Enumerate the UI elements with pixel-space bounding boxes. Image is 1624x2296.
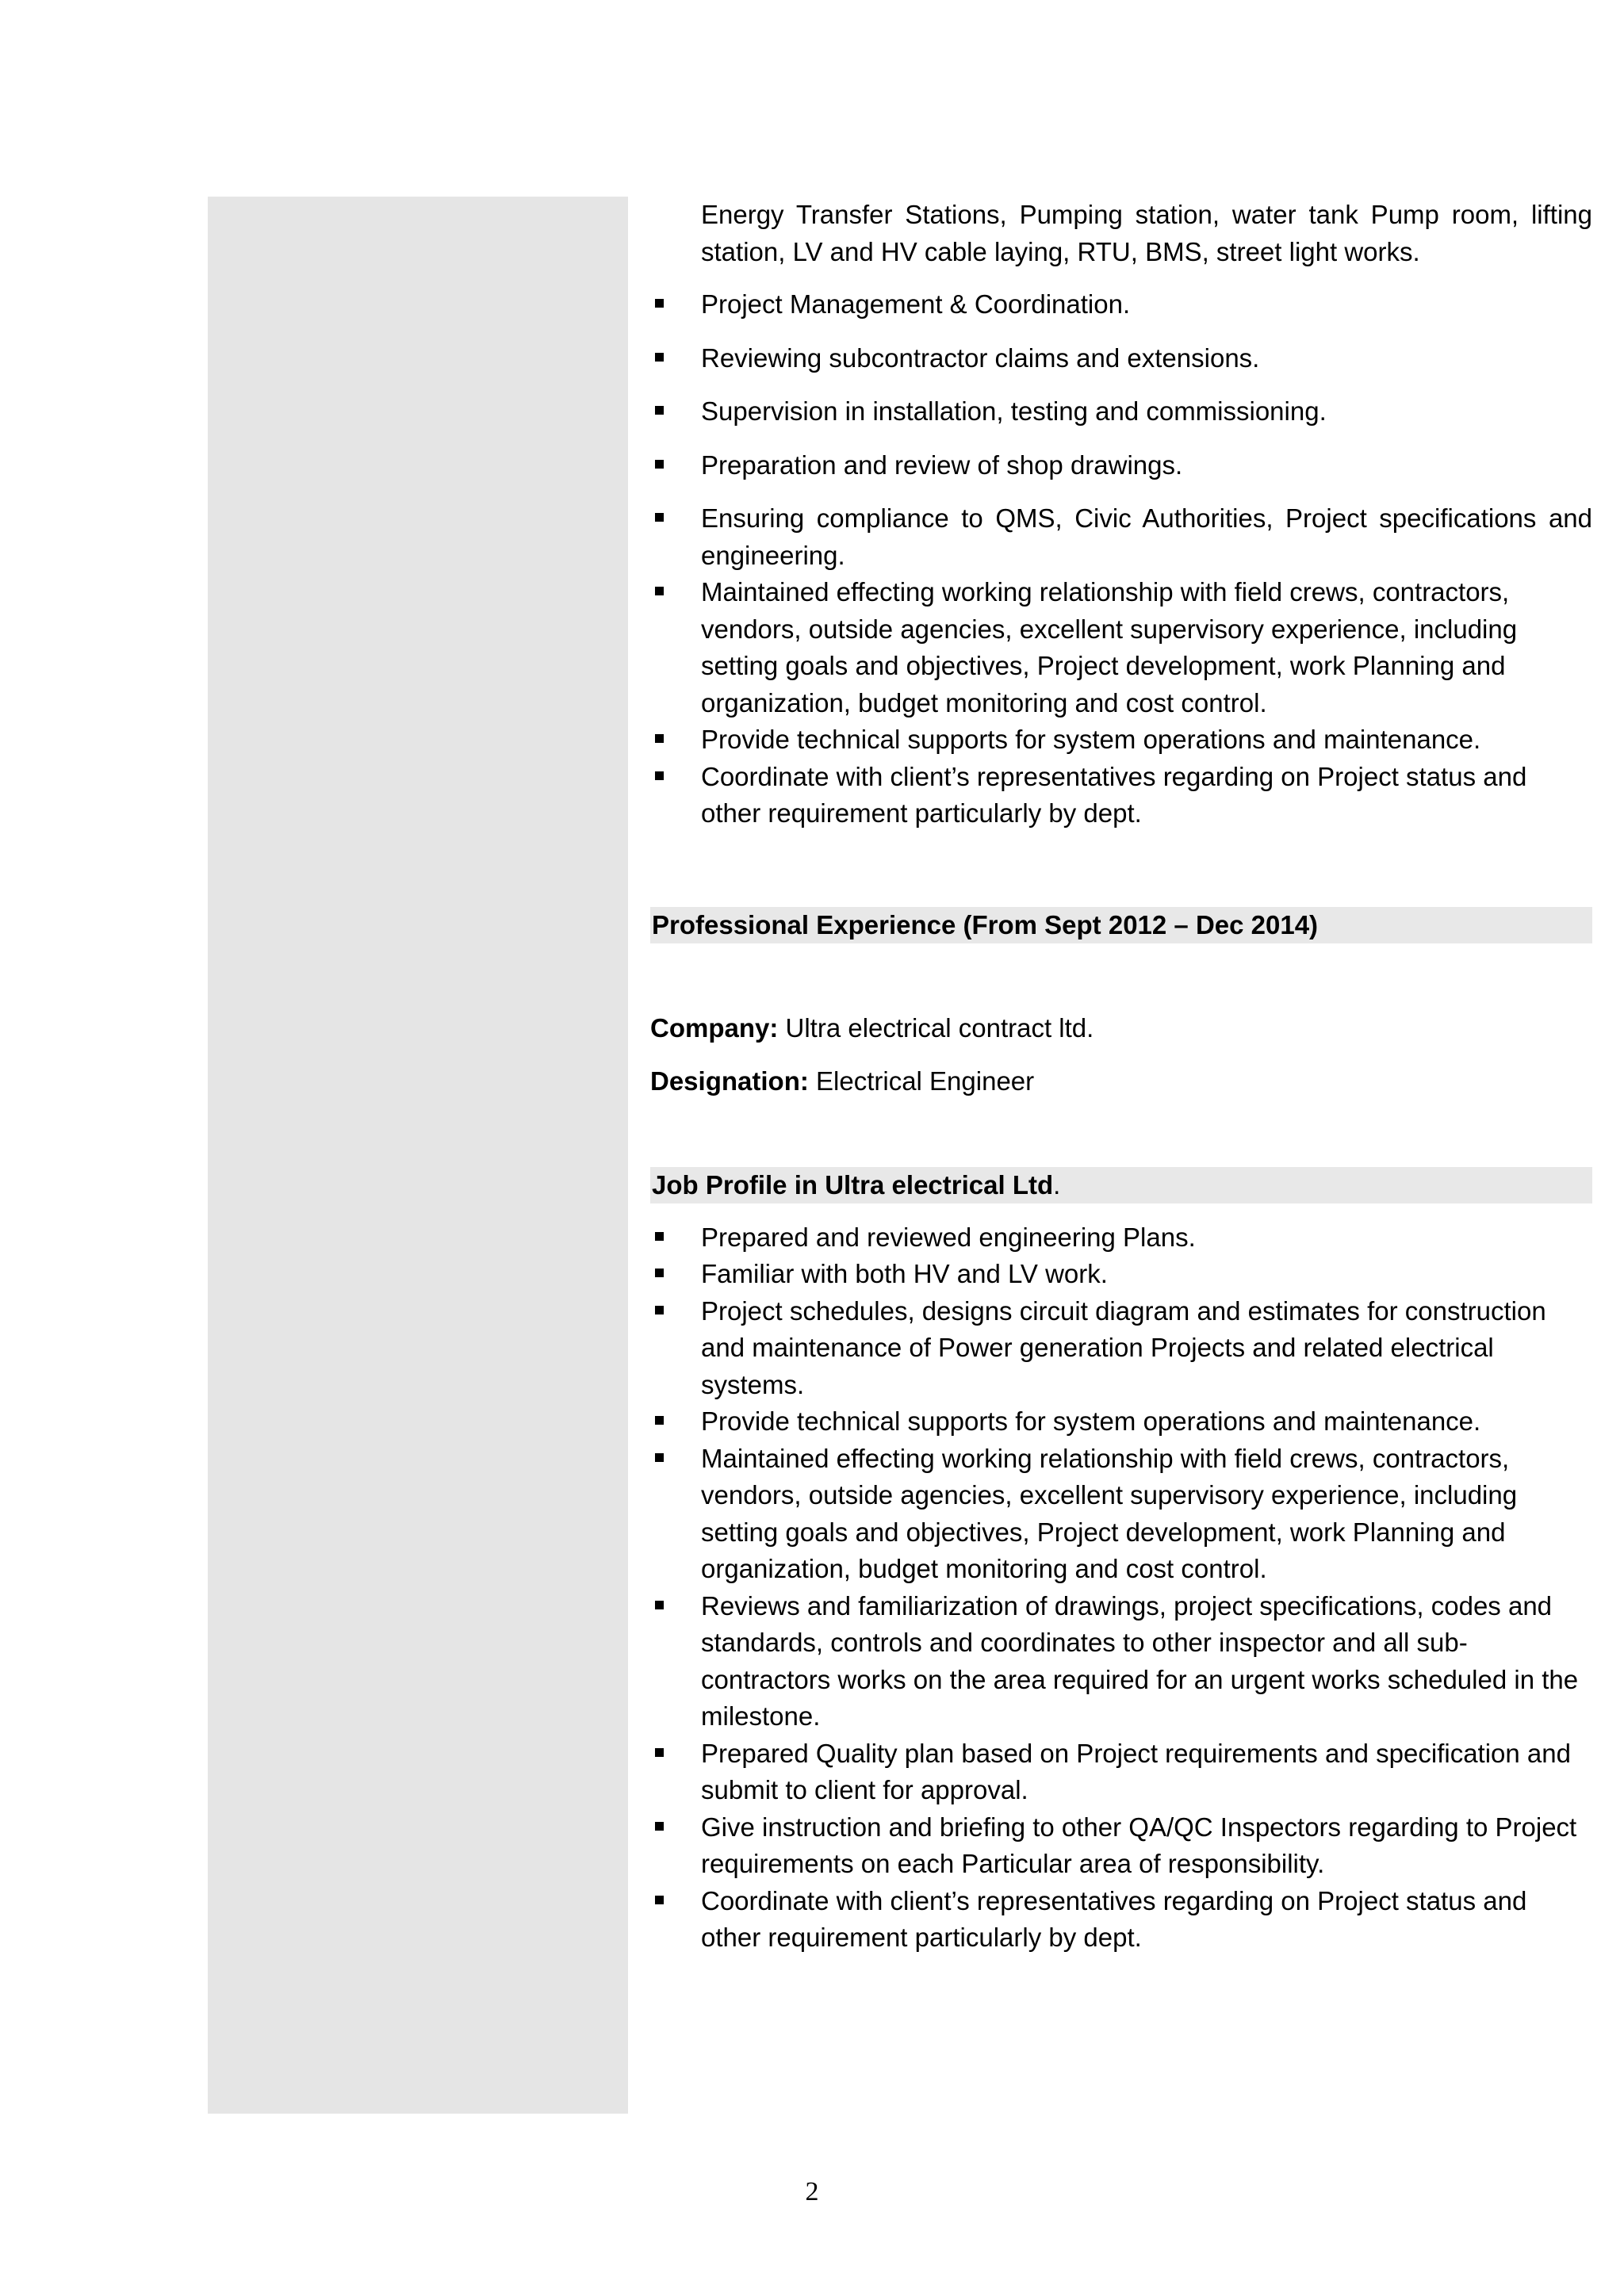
- square-bullet-icon: [655, 460, 664, 469]
- list-item: Prepared Quality plan based on Project requirements and specification and submit to client for approval.: [650, 1735, 1592, 1809]
- page-number: 2: [805, 2177, 819, 2206]
- list-item: Provide technical supports for system operations and maintenance.: [650, 1403, 1592, 1441]
- list-item: Give instruction and briefing to other QA/QC Inspectors regarding to Project requirements on each Particular area of responsibility.: [650, 1809, 1592, 1883]
- list-item: Coordinate with client’s representatives regarding on Project status and other requirement particularly by dept.: [650, 759, 1592, 832]
- list-item: Familiar with both HV and LV work.: [650, 1256, 1592, 1293]
- square-bullet-icon: [655, 1306, 664, 1314]
- intro-continuation: Energy Transfer Stations, Pumping station, water tank Pump room, lifting station, LV and HV cable laying, RTU, BMS, street light works.: [701, 200, 1592, 266]
- experience-heading: Professional Experience (From Sept 2012 – Dec 2014): [650, 907, 1592, 943]
- square-bullet-icon: [655, 1748, 664, 1757]
- designation-line: [650, 1063, 1592, 1100]
- square-bullet-icon: [655, 1896, 664, 1904]
- company-label: Company:: [650, 1012, 779, 1043]
- designation-value: Electrical Engineer: [808, 1066, 1035, 1096]
- duties-list-2: [650, 1219, 1592, 1957]
- list-item: Prepared and reviewed engineering Plans.: [650, 1219, 1592, 1257]
- job-profile-heading: [650, 1167, 1592, 1203]
- job-profile-period: .: [1053, 1169, 1061, 1200]
- list-item: Reviewing subcontractor claims and extensions.: [650, 340, 1592, 377]
- square-bullet-icon: [655, 299, 664, 308]
- list-item: Coordinate with client’s representatives regarding on Project status and other requirement particularly by dept.: [650, 1883, 1592, 1957]
- square-bullet-icon: [655, 1232, 664, 1241]
- list-item: Project Management & Coordination.: [650, 286, 1592, 323]
- main-content: [650, 197, 1592, 1957]
- square-bullet-icon: [655, 406, 664, 415]
- company-line: [650, 1010, 1592, 1047]
- list-item: Maintained effecting working relationship with field crews, contractors, vendors, outside agencies, excellent supervisory experience, including setting goals and objectives, Project development, work Planning and organization, budget monitoring and cost control.: [650, 1441, 1592, 1588]
- square-bullet-icon: [655, 353, 664, 362]
- company-value: Ultra electrical contract ltd.: [778, 1012, 1094, 1043]
- square-bullet-icon: [655, 1416, 664, 1425]
- square-bullet-icon: [655, 771, 664, 780]
- list-item: Preparation and review of shop drawings.: [650, 447, 1592, 484]
- list-item: Ensuring compliance to QMS, Civic Authorities, Project specifications and engineering.: [650, 500, 1592, 574]
- list-item: Reviews and familiarization of drawings, project specifications, codes and standards, controls and coordinates to other inspector and all sub-contractors works on the area required for an urgent works scheduled in the milestone.: [650, 1588, 1592, 1735]
- sidebar-panel: [208, 197, 628, 2114]
- square-bullet-icon: [655, 513, 664, 522]
- square-bullet-icon: [655, 1601, 664, 1609]
- square-bullet-icon: [655, 1269, 664, 1277]
- square-bullet-icon: [655, 734, 664, 743]
- list-item: Supervision in installation, testing and commissioning.: [650, 393, 1592, 430]
- square-bullet-icon: [655, 587, 664, 595]
- square-bullet-icon: [655, 1822, 664, 1831]
- list-item: Provide technical supports for system operations and maintenance.: [650, 721, 1592, 759]
- list-item: Maintained effecting working relationship with field crews, contractors, vendors, outside agencies, excellent supervisory experience, including setting goals and objectives, Project development, work Planning and organization, budget monitoring and cost control.: [650, 574, 1592, 721]
- designation-label: Designation:: [650, 1066, 809, 1096]
- square-bullet-icon: [655, 1453, 664, 1462]
- duties-list-1: [650, 286, 1592, 832]
- list-item: Project schedules, designs circuit diagram and estimates for construction and maintenance of Power generation Projects and related electrical systems.: [650, 1293, 1592, 1404]
- job-profile-title: Job Profile in Ultra electrical Ltd: [652, 1169, 1054, 1200]
